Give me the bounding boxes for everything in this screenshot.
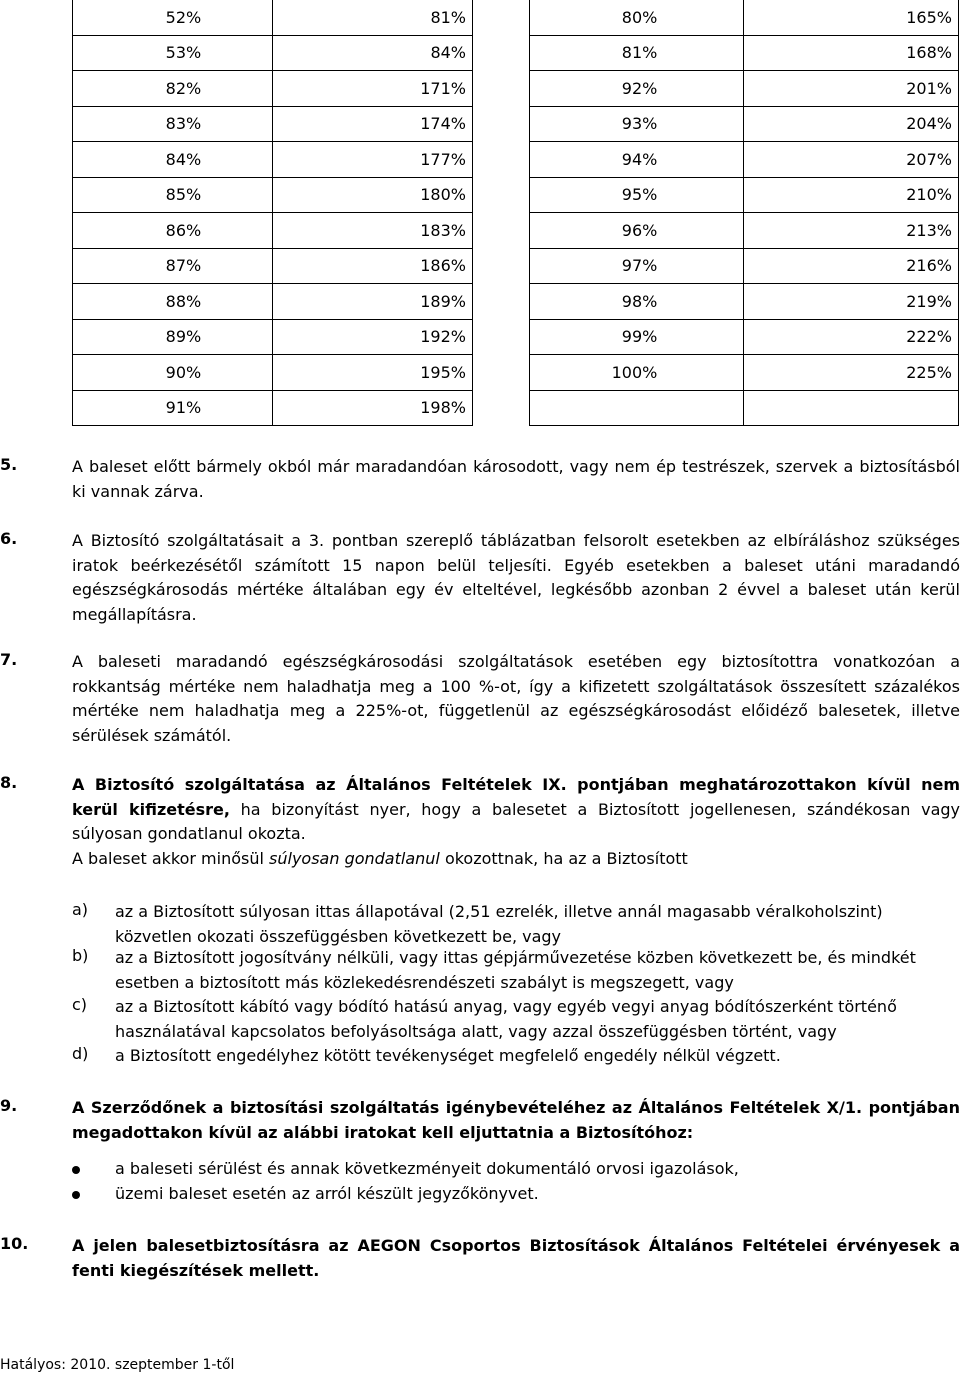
table-cell <box>744 71 959 107</box>
section-number: 10. <box>0 1234 29 1253</box>
table-cell <box>744 248 959 284</box>
table-cell <box>530 35 744 71</box>
table-cell <box>273 319 473 355</box>
table-row <box>530 390 959 426</box>
bullet-icon <box>72 1191 80 1199</box>
table-right <box>529 0 959 426</box>
table-row <box>73 284 473 320</box>
table-row <box>530 248 959 284</box>
section-text <box>72 773 960 871</box>
table-cell <box>273 142 473 178</box>
section-number: 9. <box>0 1096 18 1115</box>
bullet-item <box>72 1184 960 1206</box>
section-number: 7. <box>0 650 18 669</box>
cell-value: 86% <box>165 220 202 240</box>
cell-value: 168% <box>906 43 952 63</box>
table-cell <box>73 142 273 178</box>
section-text: A baleset előtt bármely okból már maradandóan károsodott, vagy nem ép testrészek, szervek a biztosításból ki vannak zárva. <box>72 457 960 501</box>
cell-value: 216% <box>906 256 952 276</box>
list-item <box>72 995 960 1043</box>
table-cell <box>744 319 959 355</box>
cell-value: 99% <box>621 327 658 347</box>
cell-value: 189% <box>420 291 466 311</box>
table-row <box>73 71 473 107</box>
cell-value: 219% <box>906 291 952 311</box>
section-8 <box>0 773 960 873</box>
bullet-item <box>72 1159 960 1181</box>
cell-value: 198% <box>420 398 466 418</box>
table-cell <box>73 248 273 284</box>
section-10 <box>0 1234 960 1284</box>
table-row <box>73 0 473 35</box>
table-row <box>73 213 473 249</box>
table-cell <box>273 355 473 391</box>
cell-value: 177% <box>420 149 466 169</box>
section-text: A Biztosító szolgáltatásait a 3. pontban szereplő táblázatban felsorolt esetekben az elbíráláshoz szükséges iratok beérkezésétől számított 15 napon belül teljesíti. Egyéb esetekben a baleset utáni maradandó egészségkárosodás mértéke általában egy év elteltével, legkésőbb azonban 2 évvel a baleset után kerül megállapításra. <box>72 531 960 624</box>
cell-value: 53% <box>165 43 202 63</box>
cell-value: 89% <box>165 327 202 347</box>
cell-value: 81% <box>621 43 658 63</box>
table-row <box>73 248 473 284</box>
table-row <box>73 390 473 426</box>
cell-value: 52% <box>165 7 202 27</box>
condition-intro: A baleset akkor minősül <box>72 848 270 868</box>
section-plain-text: ha bizonyítást nyer, hogy a balesetet a Biztosított jogellenesen, szándékosan vagy súlyosan gondatlanul okozta. <box>72 799 960 843</box>
table-cell <box>530 0 744 35</box>
table-cell <box>73 355 273 391</box>
section-text: A baleseti maradandó egészségkárosodási szolgáltatások esetében egy biztosítottra vonatkozóan a rokkantság mértéke nem haladhatja meg a 100 %-ot, így a kifizetett szolgáltatások összesített százalékos mértéke nem haladhatja meg a 225%-ot, függetlenül az egészségkárosodást előidéző balesetek, illetve sérülések számától. <box>72 652 960 745</box>
table-cell <box>73 319 273 355</box>
cell-value: 225% <box>906 362 952 382</box>
section-bold-text: A Biztosító szolgáltatása az Általános Feltételek IX. pontjában meghatározottakon kívül nem kerül kifizetésre, <box>72 775 960 819</box>
table-cell <box>744 284 959 320</box>
cell-value: 84% <box>430 43 466 63</box>
table-cell <box>744 142 959 178</box>
cell-value: 201% <box>906 78 952 98</box>
table-cell <box>530 213 744 249</box>
list-item-text: az a Biztosított jogosítvány nélküli, vagy ittas gépjárművezetése közben következett be, és mindkét esetben a biztosított más közlekedésrendészeti szabályt is megszegett, vagy <box>115 948 916 992</box>
list-item-label: d) <box>72 1044 89 1063</box>
table-cell <box>273 248 473 284</box>
table-cell <box>744 390 959 426</box>
table-row <box>73 142 473 178</box>
list-item-text: a Biztosított engedélyhez kötött tevékenységet megfelelő engedély nélkül végzett. <box>115 1046 781 1065</box>
cell-value: 98% <box>621 291 658 311</box>
cell-value: 82% <box>165 78 202 98</box>
table-cell <box>744 106 959 142</box>
cell-value: 204% <box>906 114 952 134</box>
table-cell <box>744 213 959 249</box>
cell-value: 88% <box>165 291 202 311</box>
table-cell <box>273 390 473 426</box>
list-item-label: c) <box>72 995 88 1014</box>
cell-value: 96% <box>621 220 658 240</box>
footer-validity: Hatályos: 2010. szeptember 1-től <box>0 1357 235 1373</box>
cell-value: 95% <box>621 185 658 205</box>
list-item <box>72 1044 960 1068</box>
cell-value: 192% <box>420 327 466 347</box>
cell-value: 171% <box>420 78 466 98</box>
cell-value: 100% <box>611 362 658 382</box>
section-5 <box>0 455 960 515</box>
cell-value: 210% <box>906 185 952 205</box>
cell-value: 97% <box>621 256 658 276</box>
table-row <box>530 319 959 355</box>
cell-value: 84% <box>165 149 202 169</box>
cell-value: 90% <box>165 362 202 382</box>
section-9 <box>0 1096 960 1146</box>
table-cell <box>744 355 959 391</box>
table-cell <box>73 71 273 107</box>
table-cell <box>530 177 744 213</box>
cell-value: 195% <box>420 362 466 382</box>
table-cell <box>530 71 744 107</box>
table-row <box>530 106 959 142</box>
table-cell <box>73 284 273 320</box>
cell-value: 91% <box>165 398 202 418</box>
table-row <box>530 284 959 320</box>
table-cell <box>73 177 273 213</box>
table-cell <box>273 213 473 249</box>
cell-value: 93% <box>621 114 658 134</box>
table-cell <box>273 284 473 320</box>
cell-value: 207% <box>906 149 952 169</box>
cell-value: 85% <box>165 185 202 205</box>
table-row <box>73 177 473 213</box>
table-row <box>530 213 959 249</box>
table-cell <box>73 213 273 249</box>
table-cell <box>530 106 744 142</box>
bullet-icon <box>72 1166 80 1174</box>
cell-value: 222% <box>906 327 952 347</box>
table-row <box>73 106 473 142</box>
list-item-text: az a Biztosított súlyosan ittas állapotával (2,51 ezrelék, illetve annál magasabb véralkoholszint) közvetlen okozati összefüggésben következett be, vagy <box>115 902 883 946</box>
list-item-text: az a Biztosított kábító vagy bódító hatású anyag, vagy egyéb vegyi anyag bódítószerként történő használatával kapcsolatos befolyásoltsága alatt, vagy azzal összefüggésben történt, vagy <box>115 997 897 1041</box>
table-cell <box>273 177 473 213</box>
table-row <box>73 35 473 71</box>
cell-value: 165% <box>906 7 952 27</box>
table-cell <box>530 319 744 355</box>
table-row <box>530 71 959 107</box>
section-number: 5. <box>0 455 18 474</box>
table-cell <box>73 106 273 142</box>
table-row <box>530 0 959 35</box>
table-cell <box>273 106 473 142</box>
cell-value: 92% <box>621 78 658 98</box>
cell-value: 180% <box>420 185 466 205</box>
cell-value: 94% <box>621 149 658 169</box>
list-item <box>72 900 960 948</box>
cell-value: 186% <box>420 256 466 276</box>
section-text: A Szerződőnek a biztosítási szolgáltatás igénybevételéhez az Általános Feltételek X/1. pontjában megadottakon kívül az alábbi iratokat kell eljuttatnia a Biztosítóhoz: <box>72 1098 960 1142</box>
section-number: 6. <box>0 529 18 548</box>
table-cell <box>273 71 473 107</box>
condition-italic: súlyosan gondatlanul <box>269 848 440 868</box>
bullet-text: a baleseti sérülést és annak következményeit dokumentáló orvosi igazolások, <box>115 1159 739 1178</box>
table-cell <box>273 35 473 71</box>
list-item-label: b) <box>72 946 89 965</box>
table-cell <box>73 35 273 71</box>
table-row <box>530 177 959 213</box>
table-left <box>72 0 473 426</box>
section-text: A jelen balesetbiztosításra az AEGON Csoportos Biztosítások Általános Feltételei érvényesek a fenti kiegészítések mellett. <box>72 1236 960 1280</box>
table-cell <box>273 0 473 35</box>
table-cell <box>530 390 744 426</box>
table-cell <box>530 284 744 320</box>
table-cell <box>744 177 959 213</box>
table-cell <box>530 355 744 391</box>
cell-value: 83% <box>165 114 202 134</box>
cell-value: 174% <box>420 114 466 134</box>
table-row <box>73 319 473 355</box>
cell-value: 87% <box>165 256 202 276</box>
table-row <box>530 35 959 71</box>
list-item <box>72 946 960 994</box>
table-row <box>530 355 959 391</box>
cell-value: 80% <box>621 7 658 27</box>
table-row <box>73 355 473 391</box>
table-cell <box>73 0 273 35</box>
bullet-text: üzemi baleset esetén az arról készült jegyzőkönyvet. <box>115 1184 539 1203</box>
section-7 <box>0 650 960 750</box>
section-6 <box>0 529 960 629</box>
table-cell <box>530 248 744 284</box>
table-row <box>530 142 959 178</box>
table-cell <box>744 0 959 35</box>
table-cell <box>530 142 744 178</box>
table-cell <box>73 390 273 426</box>
table-cell <box>744 35 959 71</box>
cell-value: 183% <box>420 220 466 240</box>
list-item-label: a) <box>72 900 89 919</box>
condition-outro: okozottnak, ha az a Biztosított <box>439 848 688 868</box>
section-number: 8. <box>0 773 18 792</box>
cell-value: 213% <box>906 220 952 240</box>
cell-value: 81% <box>430 7 466 27</box>
